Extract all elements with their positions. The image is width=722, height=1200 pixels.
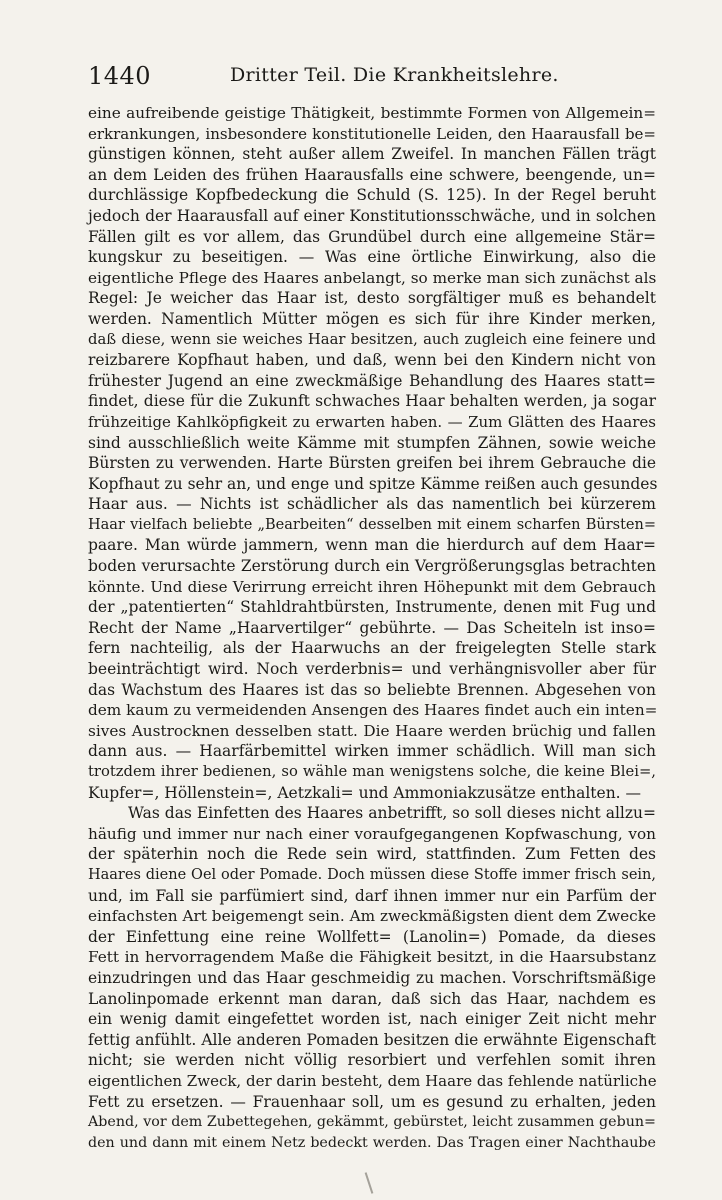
text-line: eine aufreibende geistige Thätigkeit, bestimmte Formen von Allgemein=: [88, 104, 656, 122]
text-line: reizbarere Kopfhaut haben, und daß, wenn bei den Kindern nicht von: [88, 351, 656, 370]
text-line: fettig anfühlt. Alle anderen Pomaden besitzen die erwähnte Eigenschaft: [88, 1030, 656, 1049]
text-line: frühzeitige Kahlköpfigkeit zu erwarten haben. — Zum Glätten des Haares: [88, 412, 656, 431]
text-line: Haar vielfach beliebte „Bearbeiten“ desselben mit einem scharfen Bürsten=: [88, 516, 656, 533]
text-line: sives Austrocknen desselben statt. Die Haare werden brüchig und fallen: [88, 721, 656, 740]
text-line: einzudringen und das Haar geschmeidig zu machen. Vorschriftsmäßige: [88, 968, 656, 987]
text-line: trotzdem ihrer bedienen, so wähle man wenigstens solche, die keine Blei=,: [88, 763, 656, 780]
text-line: Recht der Name „Haarvertilger“ gebührte. — Das Scheiteln ist inso=: [88, 618, 656, 637]
text-line: kungskur zu beseitigen. — Was eine örtliche Einwirkung, also die: [88, 248, 656, 267]
text-line: jedoch der Haarausfall auf einer Konstitutionsschwäche, und in solchen: [88, 206, 656, 225]
text-line: Fett in hervorragendem Maße die Fähigkeit besitzt, in die Haarsubstanz: [88, 948, 656, 967]
text-line: nicht; sie werden nicht völlig resorbiert und verfehlen somit ihren: [88, 1051, 656, 1070]
running-title: Dritter Teil. Die Krankheitslehre.: [230, 64, 559, 86]
text-line: Was das Einfetten des Haares anbetrifft, so soll dieses nicht allzu=: [128, 804, 656, 823]
text-line: Regel: Je weicher das Haar ist, desto sorgfältiger muß es behandelt: [88, 289, 656, 308]
page-number: 1440: [88, 62, 152, 90]
text-line: durchlässige Kopfbedeckung die Schuld (S. 125). In der Regel beruht: [88, 186, 656, 205]
text-line: einfachsten Art beigemengt sein. Am zweckmäßigsten dient dem Zwecke: [88, 907, 656, 926]
text-line: günstigen können, steht außer allem Zweifel. In manchen Fällen trägt: [88, 145, 656, 164]
text-line: findet, diese für die Zukunft schwaches Haar behalten werden, ja sogar: [88, 392, 656, 411]
text-line: boden verursachte Zerstörung durch ein Vergrößerungsglas betrachten: [88, 557, 656, 576]
text-line: Bürsten zu verwenden. Harte Bürsten greifen bei ihrem Gebrauche die: [88, 454, 656, 473]
text-line: Fett zu ersetzen. — Frauenhaar soll, um es gesund zu erhalten, jeden: [88, 1092, 656, 1111]
text-line: den und dann mit einem Netz bedeckt werden. Das Tragen einer Nachthaube: [88, 1134, 656, 1151]
text-line: häufig und immer nur nach einer voraufgegangenen Kopfwaschung, von: [88, 824, 656, 843]
pencil-mark: [365, 1172, 374, 1194]
text-line: eigentlichen Zweck, der darin besteht, dem Haare das fehlende natürliche: [88, 1071, 657, 1090]
text-line: frühester Jugend an eine zweckmäßige Behandlung des Haares statt=: [88, 371, 656, 390]
text-line: Fällen gilt es vor allem, das Grundübel durch eine allgemeine Stär=: [88, 227, 656, 246]
text-line: eigentliche Pflege des Haares anbelangt, so merke man sich zunächst als: [88, 268, 657, 287]
paragraph: [88, 103, 656, 803]
text-line: Lanolinpomade erkennt man daran, daß sich das Haar, nachdem es: [88, 989, 656, 1008]
text-line: und, im Fall sie parfümiert sind, darf ihnen immer nur ein Parfüm der: [88, 886, 656, 905]
text-line: der späterhin noch die Rede sein wird, stattfinden. Zum Fetten des: [88, 845, 656, 864]
text-line: daß diese, wenn sie weiches Haar besitzen, auch zugleich eine feinere und: [88, 330, 656, 348]
text-line: Kopfhaut zu sehr an, und enge und spitze Kämme reißen auch gesundes: [88, 474, 658, 493]
running-head: [88, 62, 656, 92]
text-line: ein wenig damit eingefettet worden ist, nach einiger Zeit nicht mehr: [88, 1010, 656, 1029]
text-line: paare. Man würde jammern, wenn man die hierdurch auf dem Haar=: [88, 536, 656, 555]
text-line: beeinträchtigt wird. Noch verderbnis= und verhängnisvoller aber für: [88, 660, 656, 679]
text-line: dem kaum zu vermeidenden Ansengen des Haares findet auch ein inten=: [88, 701, 658, 720]
text-line: dann aus. — Haarfärbemittel wirken immer schädlich. Will man sich: [88, 742, 656, 761]
text-line: Haar aus. — Nichts ist schädlicher als das namentlich bei kürzerem: [88, 495, 656, 514]
text-line: das Wachstum des Haares ist das so beliebte Brennen. Abgesehen von: [88, 680, 656, 699]
text-line: Kupfer=, Höllenstein=, Aetzkali= und Ammoniakzusätze enthalten. —: [88, 783, 642, 802]
text-line: fern nachteilig, als der Haarwuchs an der freigelegten Stelle stark: [88, 639, 656, 658]
paragraph: [88, 803, 656, 1153]
text-line: Haares diene Oel oder Pomade. Doch müssen diese Stoffe immer frisch sein,: [88, 866, 656, 883]
text-line: erkrankungen, insbesondere konstitutionelle Leiden, den Haarausfall be=: [88, 124, 656, 143]
text-line: der „patentierten“ Stahldrahtbürsten, Instrumente, denen mit Fug und: [88, 598, 656, 617]
text-line: der Einfettung eine reine Wollfett= (Lanolin=) Pomade, da dieses: [88, 927, 656, 946]
text-line: sind ausschließlich weite Kämme mit stumpfen Zähnen, sowie weiche: [88, 433, 656, 452]
text-line: werden. Namentlich Mütter mögen es sich für ihre Kinder merken,: [88, 309, 656, 328]
body-text: [88, 103, 656, 1153]
text-line: Abend, vor dem Zubettegehen, gekämmt, gebürstet, leicht zusammen gebun=: [88, 1114, 656, 1131]
text-line: könnte. Und diese Verirrung erreicht ihren Höhepunkt mit dem Gebrauch: [88, 577, 656, 596]
text-line: an dem Leiden des frühen Haarausfalls eine schwere, beengende, un=: [88, 165, 656, 184]
